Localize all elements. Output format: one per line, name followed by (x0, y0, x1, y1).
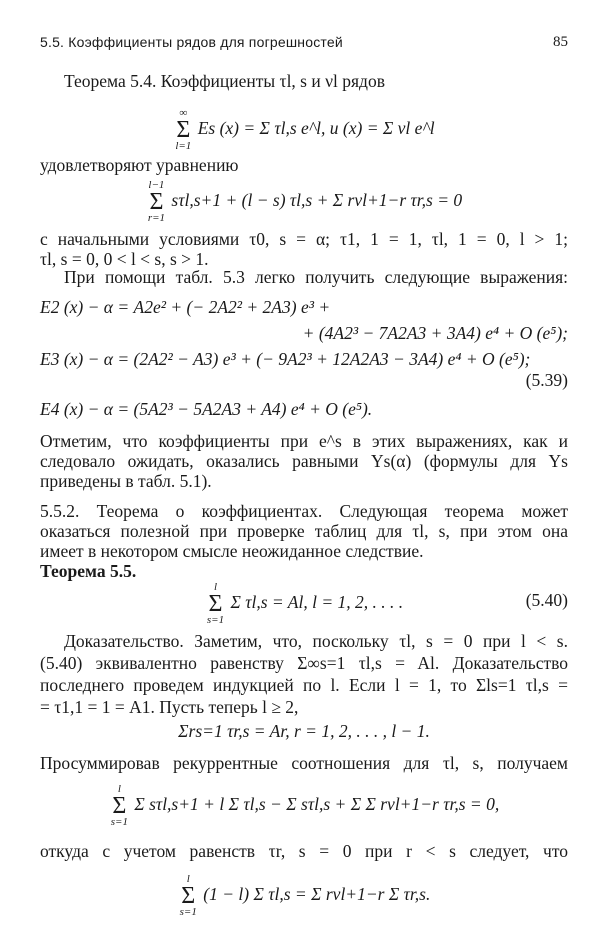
running-header: 5.5. Коэффициенты рядов для погрешностей (40, 34, 343, 50)
equation-text: sτl,s+1 + (l − s) τl,s + Σ rνl+1−r τr,s = 0 (171, 190, 463, 211)
equation-series (40, 108, 568, 152)
equation-induction: Σrs=1 τr,s = Ar, r = 1, 2, . . . , l − 1. (178, 721, 430, 741)
proof-line: последнего проведем индукцией по l. Если l = 1, то Σls=1 τl,s = (40, 675, 568, 695)
page-number: 85 (553, 34, 568, 50)
text-line: Отметим, что коэффициенты при e^s в этих выражениях, как и (40, 431, 568, 451)
text-line: с начальными условиями τ0, s = α; τ1, 1 = 1, τl, 1 = 0, l > 1; (40, 229, 568, 249)
equation-e4: E4 (x) − α = (5A2³ − 5A2A3 + A4) e⁴ + O (e⁵). (40, 399, 373, 419)
theorem-5-4: Теорема 5.4. Коэффициенты τl, s и νl рядов (64, 71, 385, 91)
equation-5-40 (40, 582, 568, 626)
text-line: откуда с учетом равенств τr, s = 0 при r < s следует, что (40, 841, 568, 861)
section-5-5-2: 5.5.2. Теорема о коэффициентах. Следующая теорема может (40, 501, 568, 521)
text-line: Просуммировав рекуррентные соотношения для τl, s, получаем (40, 753, 568, 773)
equation-sum (40, 784, 568, 828)
text-line: τl, s = 0, 0 < l < s, s > 1. (40, 249, 209, 269)
equation-text: (1 − l) Σ τl,s = Σ rνl+1−r Σ τr,s. (203, 884, 431, 905)
proof-line: Доказательство. Заметим, что, поскольку τl, s = 0 при l < s. (64, 631, 568, 651)
proof-line: (5.40) эквивалентно равенству Σ∞s=1 τl,s = Al. Доказательство (40, 653, 568, 673)
equation-number: (5.39) (525, 370, 568, 390)
text-line: следовало ожидать, оказались равными Ys(α) (формулы для Ys (40, 451, 568, 471)
sum-symbol: l Σ s=1 (206, 581, 225, 626)
sum-symbol: l Σ s=1 (110, 783, 128, 828)
equation-recurrence (40, 180, 568, 224)
equation-final (40, 874, 568, 918)
text-line: оказаться полезной при проверке таблиц для τl, s, при этом она (40, 521, 568, 541)
equation-text: Es (x) = Σ τl,s e^l, u (x) = Σ νl e^l (197, 118, 435, 139)
equation-text: Σ τl,s = Al, l = 1, 2, . . . . (230, 592, 404, 613)
text-line: имеет в некотором смысле неожиданное следствие. (40, 541, 424, 561)
text-line: При помощи табл. 5.3 легко получить следующие выражения: (64, 267, 568, 287)
theorem-5-5: Теорема 5.5. (40, 561, 137, 581)
equation-text: Σ sτl,s+1 + l Σ τl,s − Σ sτl,s + Σ Σ rνl+1−r τr,s = 0, (134, 794, 500, 815)
text-line: приведены в табл. 5.1). (40, 471, 212, 491)
sum-symbol: ∞ Σ l=1 (175, 107, 192, 152)
sum-symbol: l−1 Σ r=1 (147, 179, 166, 224)
equation-e2: E2 (x) − α = A2e² + (− 2A2² + 2A3) e³ + (40, 297, 331, 317)
equation-number: (5.40) (525, 590, 568, 610)
equation-e3: E3 (x) − α = (2A2² − A3) e³ + (− 9A2³ + 12A2A3 − 3A4) e⁴ + O (e⁵); (40, 349, 531, 369)
text-line: удовлетворяют уравнению (40, 155, 239, 175)
equation-e2-continued: + (4A2³ − 7A2A3 + 3A4) e⁴ + O (e⁵); (302, 323, 568, 343)
proof-line: = τ1,1 = 1 = A1. Пусть теперь l ≥ 2, (40, 697, 299, 717)
sum-symbol: l Σ s=1 (179, 873, 197, 918)
